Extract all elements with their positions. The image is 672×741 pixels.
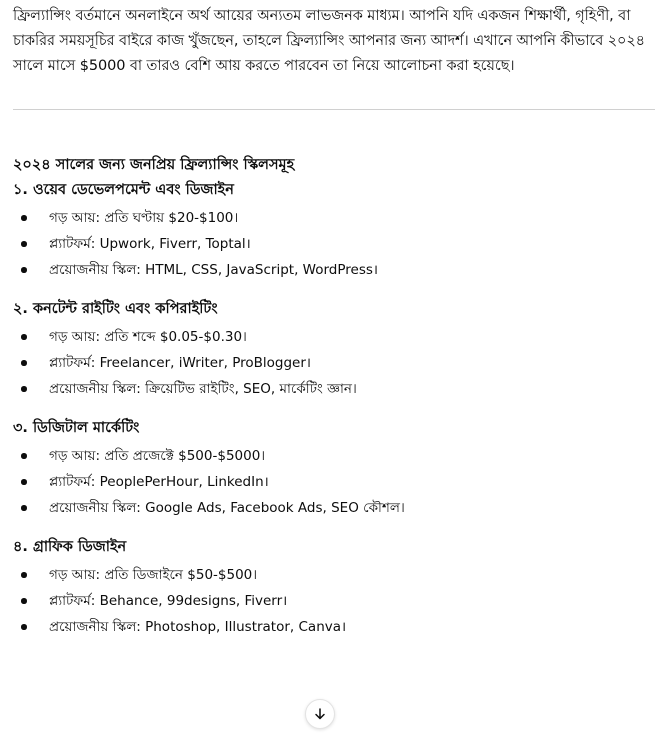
bullet-icon xyxy=(21,386,27,392)
bullet-icon xyxy=(21,453,27,459)
list-item xyxy=(13,617,655,637)
bullet-list xyxy=(13,446,655,518)
bullet-icon xyxy=(21,572,27,578)
item-value: Upwork, Fiverr, Toptal। xyxy=(99,236,251,252)
item-label: প্রয়োজনীয় স্কিল: xyxy=(49,500,141,516)
skill-section-web xyxy=(13,178,655,280)
list-item xyxy=(13,446,655,466)
intro-paragraph: ফ্রিল্যান্সিং বর্তমানে অনলাইনে অর্থ আয়ের অন্যতম লাভজনক মাধ্যম। আপনি যদি একজন শিক্ষার্থী, গৃহিণী, বা চাকরির সময়সূচির বাইরে কাজ খুঁজছেন, তাহলে ফ্রিল্যান্সিং আপনার জন্য আদর্শ। এখানে আপনি কীভাবে ২০২৪ সালে মাসে $5000 বা তারও বেশি আয় করতে পারবেন তা নিয়ে আলোচনা করা হয়েছে। xyxy=(13,8,645,74)
scroll-to-bottom-button[interactable] xyxy=(305,699,335,729)
list-item xyxy=(13,591,655,611)
item-label: প্রয়োজনীয় স্কিল: xyxy=(49,262,141,278)
bullet-list xyxy=(13,327,655,399)
article-content xyxy=(13,0,655,643)
skill-section-content-writing xyxy=(13,297,655,399)
list-item xyxy=(13,498,655,518)
section-heading: ৩. ডিজিটাল মার্কেটিং xyxy=(13,420,140,436)
item-value: প্রতি প্রজেক্টে $500-$5000। xyxy=(104,448,266,464)
item-label: প্ল্যাটফর্ম: xyxy=(49,474,96,490)
item-label: প্রয়োজনীয় স্কিল: xyxy=(49,381,141,397)
bullet-icon xyxy=(21,479,27,485)
item-label: প্রয়োজনীয় স্কিল: xyxy=(49,619,141,635)
section-heading: ২. কনটেন্ট রাইটিং এবং কপিরাইটিং xyxy=(13,301,218,317)
item-value: Freelancer, iWriter, ProBlogger। xyxy=(99,355,312,371)
list-item xyxy=(13,208,655,228)
item-value: প্রতি শব্দে $0.05-$0.30। xyxy=(104,329,247,345)
skill-section-graphic-design xyxy=(13,535,655,637)
item-value: ক্রিয়েটিভ রাইটিং, SEO, মার্কেটিং জ্ঞান। xyxy=(145,381,357,397)
bullet-icon xyxy=(21,241,27,247)
item-label: প্ল্যাটফর্ম: xyxy=(49,593,96,609)
bullet-icon xyxy=(21,624,27,630)
bullet-icon xyxy=(21,267,27,273)
bullet-icon xyxy=(21,505,27,511)
bullet-list xyxy=(13,565,655,637)
item-label: গড় আয়: xyxy=(49,448,101,464)
list-item xyxy=(13,565,655,585)
list-item xyxy=(13,234,655,254)
item-label: প্ল্যাটফর্ম: xyxy=(49,236,96,252)
item-label: গড় আয়: xyxy=(49,567,101,583)
list-item xyxy=(13,353,655,373)
item-value: Photoshop, Illustrator, Canva। xyxy=(145,619,347,635)
bullet-icon xyxy=(21,334,27,340)
arrow-down-icon xyxy=(313,707,327,721)
item-value: Behance, 99designs, Fiverr। xyxy=(99,593,288,609)
skill-section-digital-marketing xyxy=(13,416,655,518)
divider xyxy=(13,109,655,110)
list-item xyxy=(13,472,655,492)
bullet-list xyxy=(13,208,655,280)
item-value: প্রতি ডিজাইনে $50-$500। xyxy=(104,567,258,583)
list-item xyxy=(13,327,655,347)
section-heading: ১. ওয়েব ডেভেলপমেন্ট এবং ডিজাইন xyxy=(13,182,234,198)
item-value: PeoplePerHour, LinkedIn। xyxy=(99,474,269,490)
bullet-icon xyxy=(21,360,27,366)
item-label: গড় আয়: xyxy=(49,329,101,345)
item-label: গড় আয়: xyxy=(49,210,101,226)
item-value: Google Ads, Facebook Ads, SEO কৌশল। xyxy=(145,500,405,516)
list-item xyxy=(13,379,655,399)
bullet-icon xyxy=(21,598,27,604)
section-title: ২০২৪ সালের জন্য জনপ্রিয় ফ্রিল্যান্সিং স্কিলসমূহ xyxy=(13,157,295,173)
item-value: HTML, CSS, JavaScript, WordPress। xyxy=(145,262,379,278)
item-value: প্রতি ঘণ্টায় $20-$100। xyxy=(104,210,239,226)
bullet-icon xyxy=(21,215,27,221)
item-label: প্ল্যাটফর্ম: xyxy=(49,355,96,371)
section-heading: ৪. গ্রাফিক ডিজাইন xyxy=(13,539,127,555)
list-item xyxy=(13,260,655,280)
